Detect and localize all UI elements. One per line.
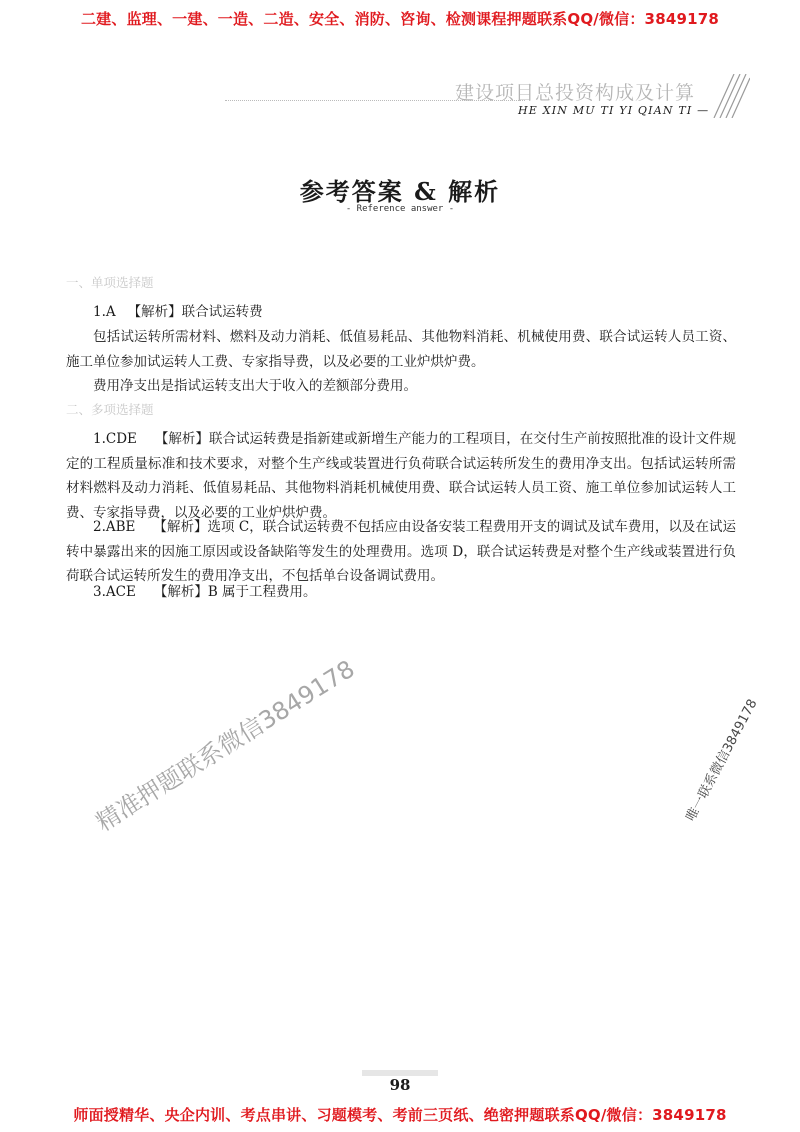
answer-explanation: 【解析】B 属于工程费用。 bbox=[153, 584, 317, 600]
answer-number: 1.CDE bbox=[93, 431, 137, 447]
bottom-contact-banner: 师面授精华、央企内训、考点串讲、习题模考、考前三页纸、绝密押题联系QQ/微信：3849178 bbox=[73, 1106, 727, 1124]
running-head-subtitle: HE XIN MU TI YI QIAN TI — bbox=[518, 104, 710, 117]
answer-explanation: 【解析】选项 C，联合试运转费不包括应由设备安装工程费用开支的调试及试车费用，以及在试运转中暴露出来的因施工原因或设备缺陷等发生的处理费用。选项 D，联合试运转费是对整个生产线或装置进行负荷联合试运转所发生的费用净支出，不包括单台设备调试费用。 bbox=[66, 519, 736, 584]
section-heading-single: 一、单项选择题 bbox=[66, 275, 154, 290]
answer-number: 2.ABE bbox=[93, 519, 136, 535]
stripes-decoration-icon bbox=[704, 74, 750, 118]
answer-explanation-lead: 【解析】联合试运转费 bbox=[127, 304, 263, 320]
answer-multi-3 bbox=[66, 580, 736, 605]
page-title: 参考答案 & 解析 bbox=[299, 177, 501, 206]
watermark-left: 精准押题联系微信3849178 bbox=[91, 654, 360, 837]
answer-number: 1.A bbox=[93, 304, 116, 320]
running-head-title: 建设项目总投资构成及计算 bbox=[455, 82, 696, 104]
top-contact-banner: 二建、监理、一建、一造、二造、安全、消防、咨询、检测课程押题联系QQ/微信：3849178 bbox=[80, 10, 720, 28]
answer-multi-1 bbox=[66, 427, 736, 525]
answer-single-1 bbox=[66, 300, 736, 325]
page-number: 98 bbox=[389, 1076, 411, 1094]
section-heading-multi: 二、多项选择题 bbox=[66, 402, 154, 417]
page-subtitle: - Reference answer - bbox=[345, 204, 455, 214]
answer-single-1-paragraph-1: 包括试运转所需材料、燃料及动力消耗、低值易耗品、其他物料消耗、机械使用费、联合试运转人员工资、施工单位参加试运转人工费、专家指导费，以及必要的工业炉烘炉费。 bbox=[66, 329, 736, 370]
answer-single-1-paragraph-2: 费用净支出是指试运转支出大于收入的差额部分费用。 bbox=[93, 378, 417, 394]
answer-number: 3.ACE bbox=[93, 584, 136, 600]
answer-explanation: 【解析】联合试运转费是指新建或新增生产能力的工程项目，在交付生产前按照批准的设计文件规定的工程质量标准和技术要求，对整个生产线或装置进行负荷联合试运转所发生的费用净支出。包括试运转所需材料燃料及动力消耗、低值易耗品、其他物料消耗机械使用费、联合试运转人员工资、施工单位参加试运转人工费、专家指导费，以及必要的工业炉烘炉费。 bbox=[66, 431, 736, 521]
watermark-right: 唯一联系微信3849178 bbox=[683, 696, 761, 824]
running-head bbox=[0, 70, 800, 130]
answer-multi-2 bbox=[66, 515, 736, 589]
